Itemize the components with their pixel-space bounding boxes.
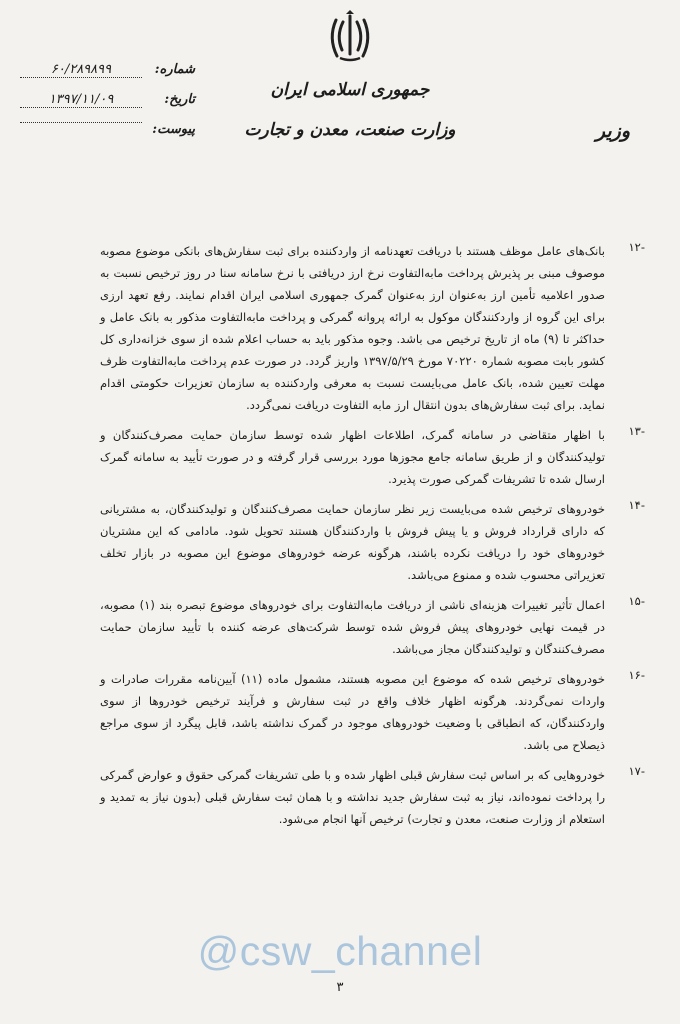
- provision-number: -۱۶: [628, 668, 645, 682]
- letterhead-minister: وزیر: [595, 120, 630, 142]
- letter-date-value: ۱۳۹۷/۱۱/۰۹: [20, 92, 142, 108]
- provisions-list: [100, 240, 645, 838]
- provision-text: خودروهایی که بر اساس ثبت سفارش قبلی اظهار شده و با طی تشریفات گمرکی حقوق و عوارض گمرکی را پرداخت نموده‌اند، نیاز به ثبت سفارش جدید نداشته و با همان ثبت سفارش قبلی (بدون نیاز به تمدید و استعلام از وزارت صنعت، معدن و تجارت) ترخیص آنها انجام می‌شود.: [100, 768, 605, 826]
- provision-item-12: [100, 240, 645, 416]
- channel-watermark: @csw_channel: [197, 928, 483, 974]
- provision-item-14: [100, 498, 645, 586]
- provision-number: -۱۲: [628, 240, 645, 254]
- provision-text: بانک‌های عامل موظف هستند با دریافت تعهدنامه از واردکننده برای ثبت سفارش‌های بانکی موضوع مصوبه موصوف مبنی بر پذیرش پرداخت مابه‌التفاوت نرخ ارز دریافتی با نرخ سامانه سنا در روز ترخیص نسبت به صدور اعلامیه تأمین ارز به‌عنوان ارز به‌عنوان گمرک جمهوری اسلامی ایران اقدام نمایند. رفع تعهد ارزی برای این گروه از واردکنندگان موکول به ارائه پروانه گمرکی و پرداخت مابه‌التفاوت مذکور به بانک عامل و حداکثر تا (۹) ماه از تاریخ ترخیص می باشد. وجوه مذکور باید به حساب اعلام شده از سوی خزانه‌داری کل کشور بابت مصوبه شماره ۷۰۲۲۰ مورخ ۱۳۹۷/۵/۲۹ واریز گردد. در صورت عدم پرداخت مابه‌التفاوت ظرف مهلت تعیین شده، بانک عامل می‌بایست نسبت به معرفی واردکننده به سازمان تعزیرات حکومتی اقدام نماید. برای ثبت سفارش‌های بدون انتقال ارز مابه التفاوت دریافت نمی‌گردد.: [100, 244, 606, 412]
- provision-item-15: [100, 594, 645, 660]
- iran-emblem-icon: [326, 10, 374, 62]
- letterhead-republic: جمهوری اسلامی ایران: [270, 80, 430, 100]
- letter-number-label: شماره:: [154, 62, 195, 77]
- provision-text: اعمال تأثیر تغییرات هزینه‌ای ناشی از دریافت مابه‌التفاوت برای خودروهای موضوع تبصره بند (۱) مصوبه، در قیمت نهایی خودروهای پیش فروش شده توسط شرکت‌های عرضه کننده با تأیید سازمان حمایت مصرف‌کنندگان و تولیدکنندگان مجاز می‌باشد.: [100, 598, 606, 656]
- letter-attachment-label: پیوست:: [152, 122, 195, 137]
- letter-date-label: تاریخ:: [164, 92, 195, 107]
- letter-attachment-field: [20, 122, 195, 144]
- provision-item-16: [100, 668, 645, 756]
- letter-attachment-value: [20, 122, 142, 123]
- provision-item-17: [100, 764, 645, 830]
- provision-text: خودروهای ترخیص شده که موضوع این مصوبه هستند، مشمول ماده (۱۱) آیین‌نامه مقررات صادرات و واردات نمی‌گردند. هرگونه اظهار خلاف واقع در ثبت سفارش و فرآیند ترخیص خودروها از سوی واردکنندگان، که انطباقی با وضعیت خودروهای موجود در گمرک نداشته باشد، قابل پیگرد از سوی مراجع ذیصلاح می باشد.: [100, 672, 605, 752]
- letter-date-field: [20, 92, 195, 114]
- provision-text: خودروهای ترخیص شده می‌بایست زیر نظر سازمان حمایت مصرف‌کنندگان و تولیدکنندگان، به مشتریانی که دارای قرارداد فروش و یا پیش فروش با واردکنندگان هستند تحویل شود. مادامی که این مشتریان خودروهای خود را دریافت نکرده باشند، هرگونه عرضه خودروهای موضوع این مصوبه در بازار تخلف تعزیراتی محسوب شده و ممنوع می‌باشد.: [100, 502, 605, 582]
- letterhead-ministry: وزارت صنعت، معدن و تجارت: [244, 120, 456, 140]
- provision-text: با اظهار متقاضی در سامانه گمرک، اطلاعات اظهار شده توسط سازمان حمایت مصرف‌کنندگان و تولیدکنندگان و از طریق سامانه جامع مجوزها مورد بررسی قرار گرفته و در صورت تأیید به سامانه گمرک ارسال شده تا تشریفات گمرکی صورت پذیرد.: [100, 428, 605, 486]
- provision-number: -۱۴: [628, 498, 645, 512]
- letter-number-value: ۶۰/۲۸۹۸۹۹: [20, 62, 142, 78]
- provision-item-13: [100, 424, 645, 490]
- letter-number-field: [20, 62, 195, 84]
- provision-number: -۱۳: [628, 424, 645, 438]
- page-number: ۳: [336, 980, 344, 995]
- provision-number: -۱۵: [628, 594, 645, 608]
- provision-number: -۱۷: [628, 764, 645, 778]
